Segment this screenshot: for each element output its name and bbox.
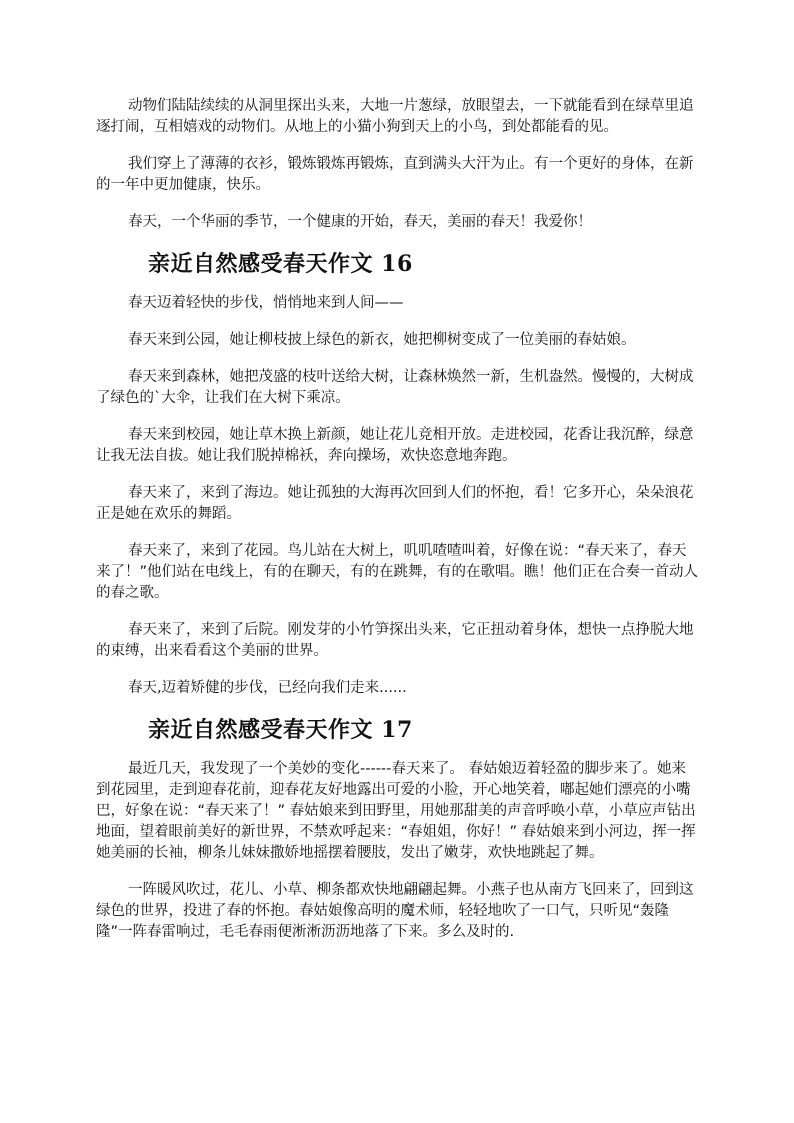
paragraph: 春天来到森林，她把茂盛的枝叶送给大树，让森林焕然一新，生机盎然。慢慢的，大树成了绿色的`大伞，让我们在大树下乘凉。	[96, 369, 694, 406]
paragraph: 春天，一个华丽的季节，一个健康的开始，春天，美丽的春天！我爱你！	[128, 214, 592, 230]
document-body	[96, 96, 698, 959]
paragraph: 春天来到校园，她让草木换上新颜，她让花儿竞相开放。走进校园，花香让我沉醉，绿意让我无法自拔。她让我们脱掉棉袄，奔向操场，欢快恣意地奔跑。	[96, 427, 694, 464]
paragraph: 春天来了，来到了后院。刚发芽的小竹笋探出头来，它正扭动着身体，想快一点挣脱大地的束缚，出来看看这个美丽的世界。	[96, 622, 694, 659]
paragraph: 春天迈着轻快的步伐，悄悄地来到人间——	[128, 295, 404, 311]
section-title: 亲近自然感受春天作文 16	[148, 251, 413, 277]
paragraph: 春天来了，来到了花园。鸟儿站在大树上，叽叽喳喳叫着，好像在说：“春天来了，春天来了！”他们站在电线上，有的在聊天，有的在跳舞，有的在歌唱。瞧！他们正在合奏一首动人的春之歌。	[96, 543, 699, 601]
paragraph: 春天来了，来到了海边。她让孤独的大海再次回到人们的怀抱，看！它多开心，朵朵浪花正是她在欢乐的舞蹈。	[96, 485, 694, 522]
paragraph: 一阵暖风吹过，花儿、小草、柳条都欢快地翩翩起舞。小燕子也从南方飞回来了，回到这绿色的世界，投进了春的怀抱。春姑娘像高明的魔术师，轻轻地吹了一口气，只听见“轰隆隆”一阵春雷响过，毛毛春雨便淅淅沥沥地落了下来。多么及时的.	[96, 882, 694, 940]
paragraph: 最近几天，我发现了一个美妙的变化------春天来了。 春姑娘迈着轻盈的脚步来了。她来到花园里，走到迎春花前，迎春花友好地露出可爱的小脸，开心地笑着，嘟起她们漂亮的小嘴巴，好象在说：“春天来了！” 春姑娘来到田野里，用她那甜美的声音呼唤小草，小草应声钻出地面，望着眼前美好的新世界，不禁欢呼起来：“春姐姐，你好！” 春姑娘来到小河边，挥一挥她美丽的长袖，柳条儿妹妹撒娇地摇摆着腰肢，发出了嫩芽，欢快地跳起了舞。	[96, 761, 696, 861]
section-title: 亲近自然感受春天作文 17	[148, 717, 413, 743]
paragraph: 我们穿上了薄薄的衣衫，锻炼锻炼再锻炼，直到满头大汗为止。有一个更好的身体，在新的一年中更加健康，快乐。	[96, 156, 694, 193]
paragraph: 动物们陆陆续续的从洞里探出头来，大地一片葱绿，放眼望去，一下就能看到在绿草里追逐打闹，互相嬉戏的动物们。从地上的小猫小狗到天上的小鸟，到处都能看的见。	[96, 98, 694, 135]
paragraph: 春天来到公园，她让柳枝披上绿色的新衣，她把柳树变成了一位美丽的春姑娘。	[128, 332, 636, 348]
paragraph: 春天,迈着矫健的步伐，已经向我们走来......	[128, 680, 407, 696]
